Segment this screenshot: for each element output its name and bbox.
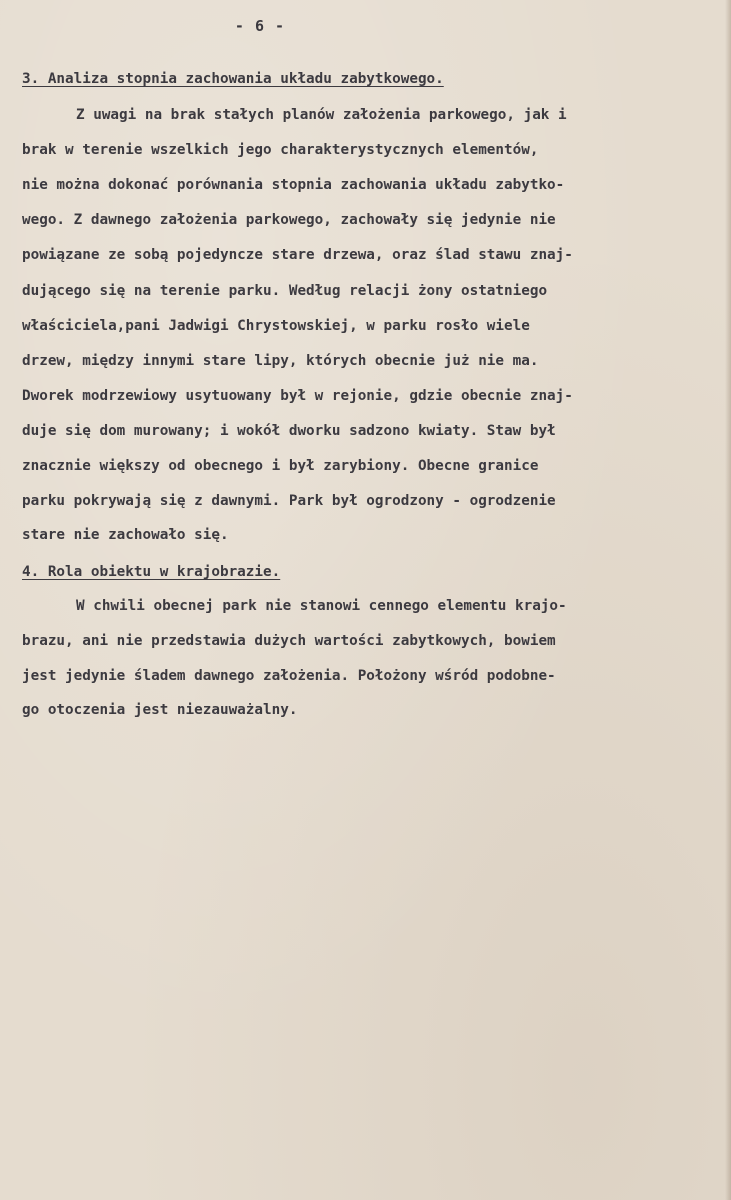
text-line: brazu, ani nie przedstawia dużych wartości zabytkowych, bowiem [22, 633, 556, 649]
text-line: powiązane ze sobą pojedyncze stare drzewa, oraz ślad stawu znaj- [22, 247, 573, 263]
text-line: drzew, między innymi stare lipy, których obecnie już nie ma. [22, 353, 539, 369]
page-edge-shadow [725, 0, 731, 1200]
page-number: - 6 - [234, 17, 286, 35]
text-line: W chwili obecnej park nie stanowi cennego elementu krajo- [76, 598, 567, 614]
text-line: parku pokrywają się z dawnymi. Park był ogrodzony - ogrodzenie [22, 493, 556, 509]
text-line: znacznie większy od obecnego i był zarybiony. Obecne granice [22, 458, 539, 474]
text-line: dującego się na terenie parku. Według relacji żony ostatniego [22, 283, 548, 299]
text-line: nie można dokonać porównania stopnia zachowania układu zabytko- [22, 177, 565, 193]
text-line: Z uwagi na brak stałych planów założenia parkowego, jak i [76, 107, 567, 123]
text-line: stare nie zachowało się. [22, 527, 229, 543]
text-line: wego. Z dawnego założenia parkowego, zachowały się jedynie nie [22, 212, 556, 228]
text-line: brak w terenie wszelkich jego charakterystycznych elementów, [22, 142, 539, 158]
section-4-heading: 4. Rola obiektu w krajobrazie. [22, 564, 281, 580]
section-3-heading: 3. Analiza stopnia zachowania układu zabytkowego. [22, 71, 444, 87]
text-line: go otoczenia jest niezauważalny. [22, 702, 298, 718]
text-line: jest jedynie śladem dawnego założenia. Położony wśród podobne- [22, 668, 556, 684]
text-line: właściciela,pani Jadwigi Chrystowskiej, w parku rosło wiele [22, 318, 530, 334]
text-line: duje się dom murowany; i wokół dworku sadzono kwiaty. Staw był [22, 423, 556, 439]
text-line: Dworek modrzewiowy usytuowany był w rejonie, gdzie obecnie znaj- [22, 388, 573, 404]
